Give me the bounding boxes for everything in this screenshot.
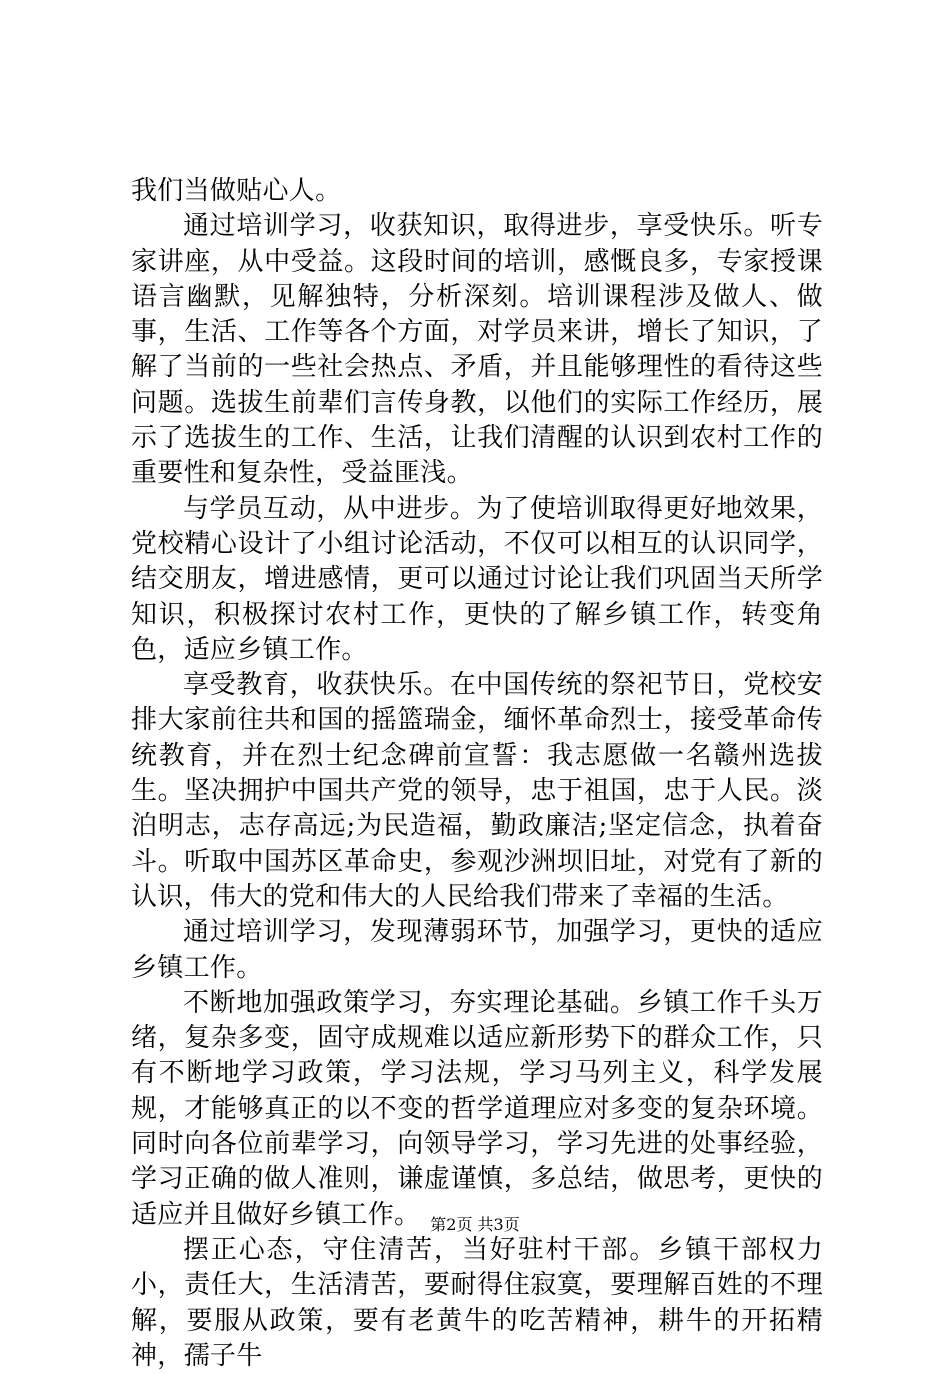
paragraph: 通过培训学习，发现薄弱环节，加强学习，更快的适应乡镇工作。 bbox=[131, 917, 823, 983]
page-footer bbox=[0, 1212, 950, 1235]
paragraph: 享受教育，收获快乐。在中国传统的祭祀节日，党校安排大家前往共和国的摇篮瑞金，缅怀革命烈士，接受革命传统教育，并在烈士纪念碑前宣誓：我志愿做一名赣州选拔生。坚决拥护中国共产党的领导，忠于祖国，忠于人民。淡泊明志，志存高远;为民造福，勤政廉洁;坚定信念，执着奋斗。听取中国苏区革命史，参观沙洲坝旧址，对党有了新的认识，伟大的党和伟大的人民给我们带来了幸福的生活。 bbox=[131, 670, 823, 912]
page-number: 第2页 共3页 bbox=[430, 1215, 520, 1234]
paragraph: 与学员互动，从中进步。为了使培训取得更好地效果，党校精心设计了小组讨论活动，不仅可以相互的认识同学，结交朋友，增进感情，更可以通过讨论让我们巩固当天所学知识，积极探讨农村工作，更快的了解乡镇工作，转变角色，适应乡镇工作。 bbox=[131, 493, 823, 665]
paragraph: 通过培训学习，收获知识，取得进步，享受快乐。听专家讲座，从中受益。这段时间的培训，感慨良多，专家授课语言幽默，见解独特，分析深刻。培训课程涉及做人、做事，生活、工作等各个方面，对学员来讲，增长了知识，了解了当前的一些社会热点、矛盾，并且能够理性的看待这些问题。选拔生前辈们言传身教，以他们的实际工作经历，展示了选拔生的工作、生活，让我们清醒的认识到农村工作的重要性和复杂性，受益匪浅。 bbox=[131, 211, 823, 489]
paragraph: 不断地加强政策学习，夯实理论基础。乡镇工作千头万绪，复杂多变，固守成规难以适应新形势下的群众工作，只有不断地学习政策，学习法规，学习马列主义，科学发展规，才能够真正的以不变的哲学道理应对多变的复杂环境。同时向各位前辈学习，向领导学习，学习先进的处事经验，学习正确的做人准则，谦虚谨慎，多总结，做思考，更快的适应并且做好乡镇工作。 bbox=[131, 987, 823, 1230]
document-body bbox=[131, 174, 823, 1374]
paragraph: 摆正心态，守住清苦，当好驻村干部。乡镇干部权力小，责任大，生活清苦，要耐得住寂寞，要理解百姓的不理解，要服从政策，要有老黄牛的吃苦精神，耕牛的开拓精神，孺子牛 bbox=[131, 1234, 823, 1371]
paragraph: 我们当做贴心人。 bbox=[131, 176, 342, 206]
